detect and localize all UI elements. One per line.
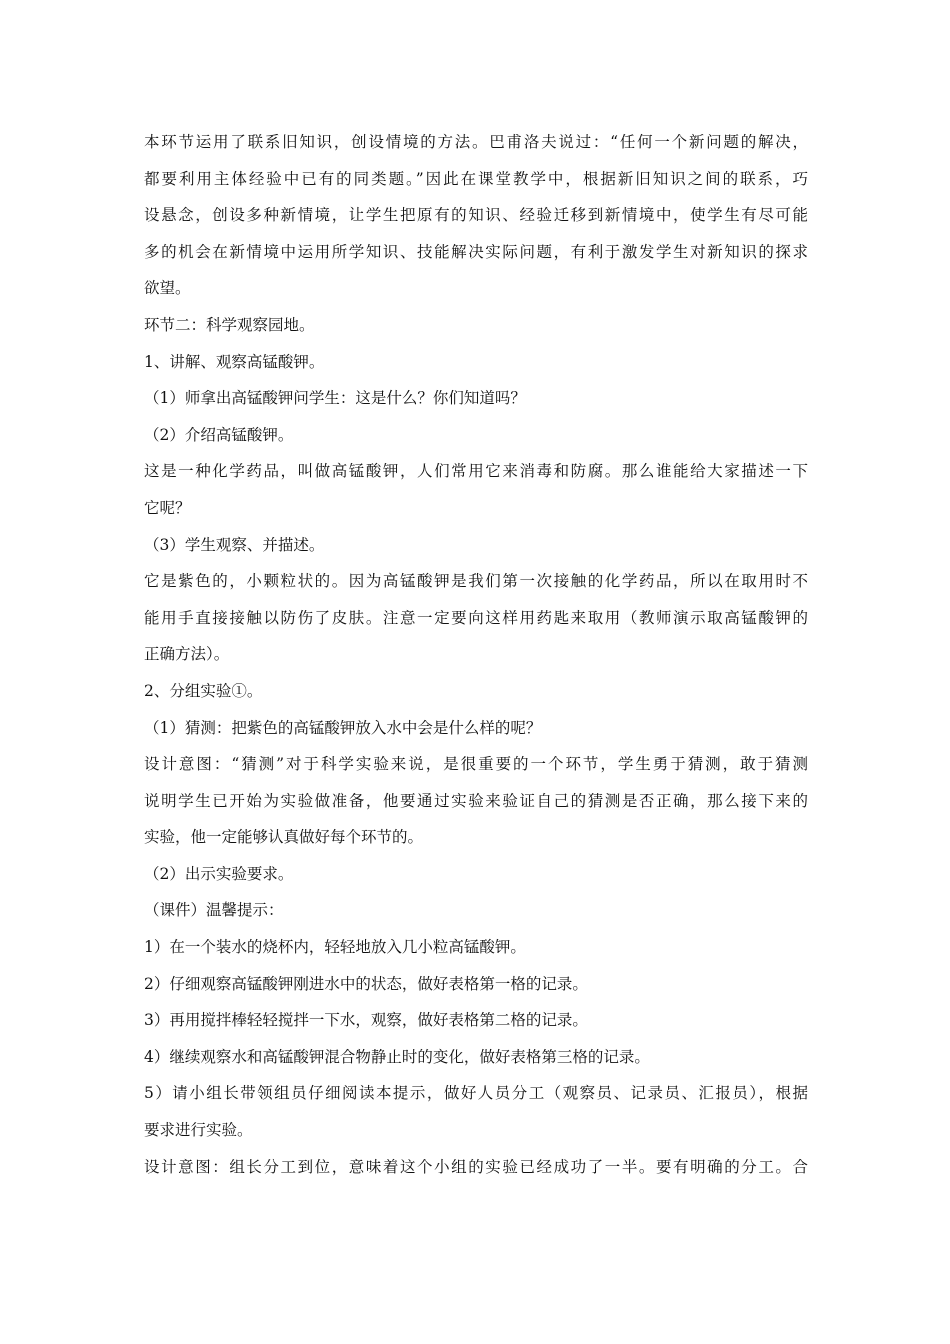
text-line: 2、分组实验①。 [144,681,263,700]
text-line: （2）出示实验要求。 [144,864,294,883]
text-line: 欲望。 [144,279,191,298]
text-line: （3）学生观察、并描述。 [144,535,325,554]
text-line: 要求进行实验。 [144,1121,253,1140]
text-line: 多的机会在新情境中运用所学知识、技能解决实际问题，有利于激发学生对新知识的探求 [144,242,808,261]
text-line: 本环节运用了联系旧知识，创设情境的方法。巴甫洛夫说过：“任何一个新问题的解决， [144,133,808,151]
text-line: （课件）温馨提示： [144,901,284,920]
text-line: 2）仔细观察高锰酸钾刚进水中的状态，做好表格第一格的记录。 [144,974,588,993]
text-line: 设计意图：“猜测”对于科学实验来说，是很重要的一个环节，学生勇于猜测，敢于猜测 [144,755,808,774]
document-body [144,124,808,1185]
text-line: 5）请小组长带领组员仔细阅读本提示，做好人员分工（观察员、记录员、汇报员），根据 [144,1084,808,1103]
text-line: 设悬念，创设多种新情境，让学生把原有的知识、经验迁移到新情境中，使学生有尽可能 [144,206,808,225]
text-line: 1）在一个装水的烧杯内，轻轻地放入几小粒高锰酸钾。 [144,938,526,957]
text-line: （2）介绍高锰酸钾。 [144,425,294,444]
text-line: 都要利用主体经验中已有的同类题。”因此在课堂教学中，根据新旧知识之间的联系，巧 [144,169,808,188]
text-line: 1、讲解、观察高锰酸钾。 [144,352,325,371]
text-line: 3）再用搅拌棒轻轻搅拌一下水，观察，做好表格第二格的记录。 [144,1011,588,1030]
text-line: 这是一种化学药品，叫做高锰酸钾，人们常用它来消毒和防腐。那么谁能给大家描述一下 [144,462,808,481]
text-line: （1）师拿出高锰酸钾问学生：这是什么？你们知道吗？ [144,389,526,408]
text-line: 环节二：科学观察园地。 [144,315,315,334]
text-line: 说明学生已开始为实验做准备，他要通过实验来验证自己的猜测是否正确，那么接下来的 [144,791,808,810]
text-line: 正确方法）。 [144,645,230,664]
text-line: 4）继续观察水和高锰酸钾混合物静止时的变化，做好表格第三格的记录。 [144,1047,650,1066]
text-line: （1）猜测：把紫色的高锰酸钾放入水中会是什么样的呢？ [144,718,542,737]
text-line: 它呢？ [144,498,191,517]
text-line: 实验，他一定能够认真做好每个环节的。 [144,828,424,847]
text-line: 设计意图：组长分工到位，意味着这个小组的实验已经成功了一半。要有明确的分工。合 [144,1157,808,1176]
text-line: 它是紫色的，小颗粒状的。因为高锰酸钾是我们第一次接触的化学药品，所以在取用时不 [144,572,808,591]
text-line: 能用手直接接触以防伤了皮肤。注意一定要向这样用药匙来取用（教师演示取高锰酸钾的 [144,608,808,627]
